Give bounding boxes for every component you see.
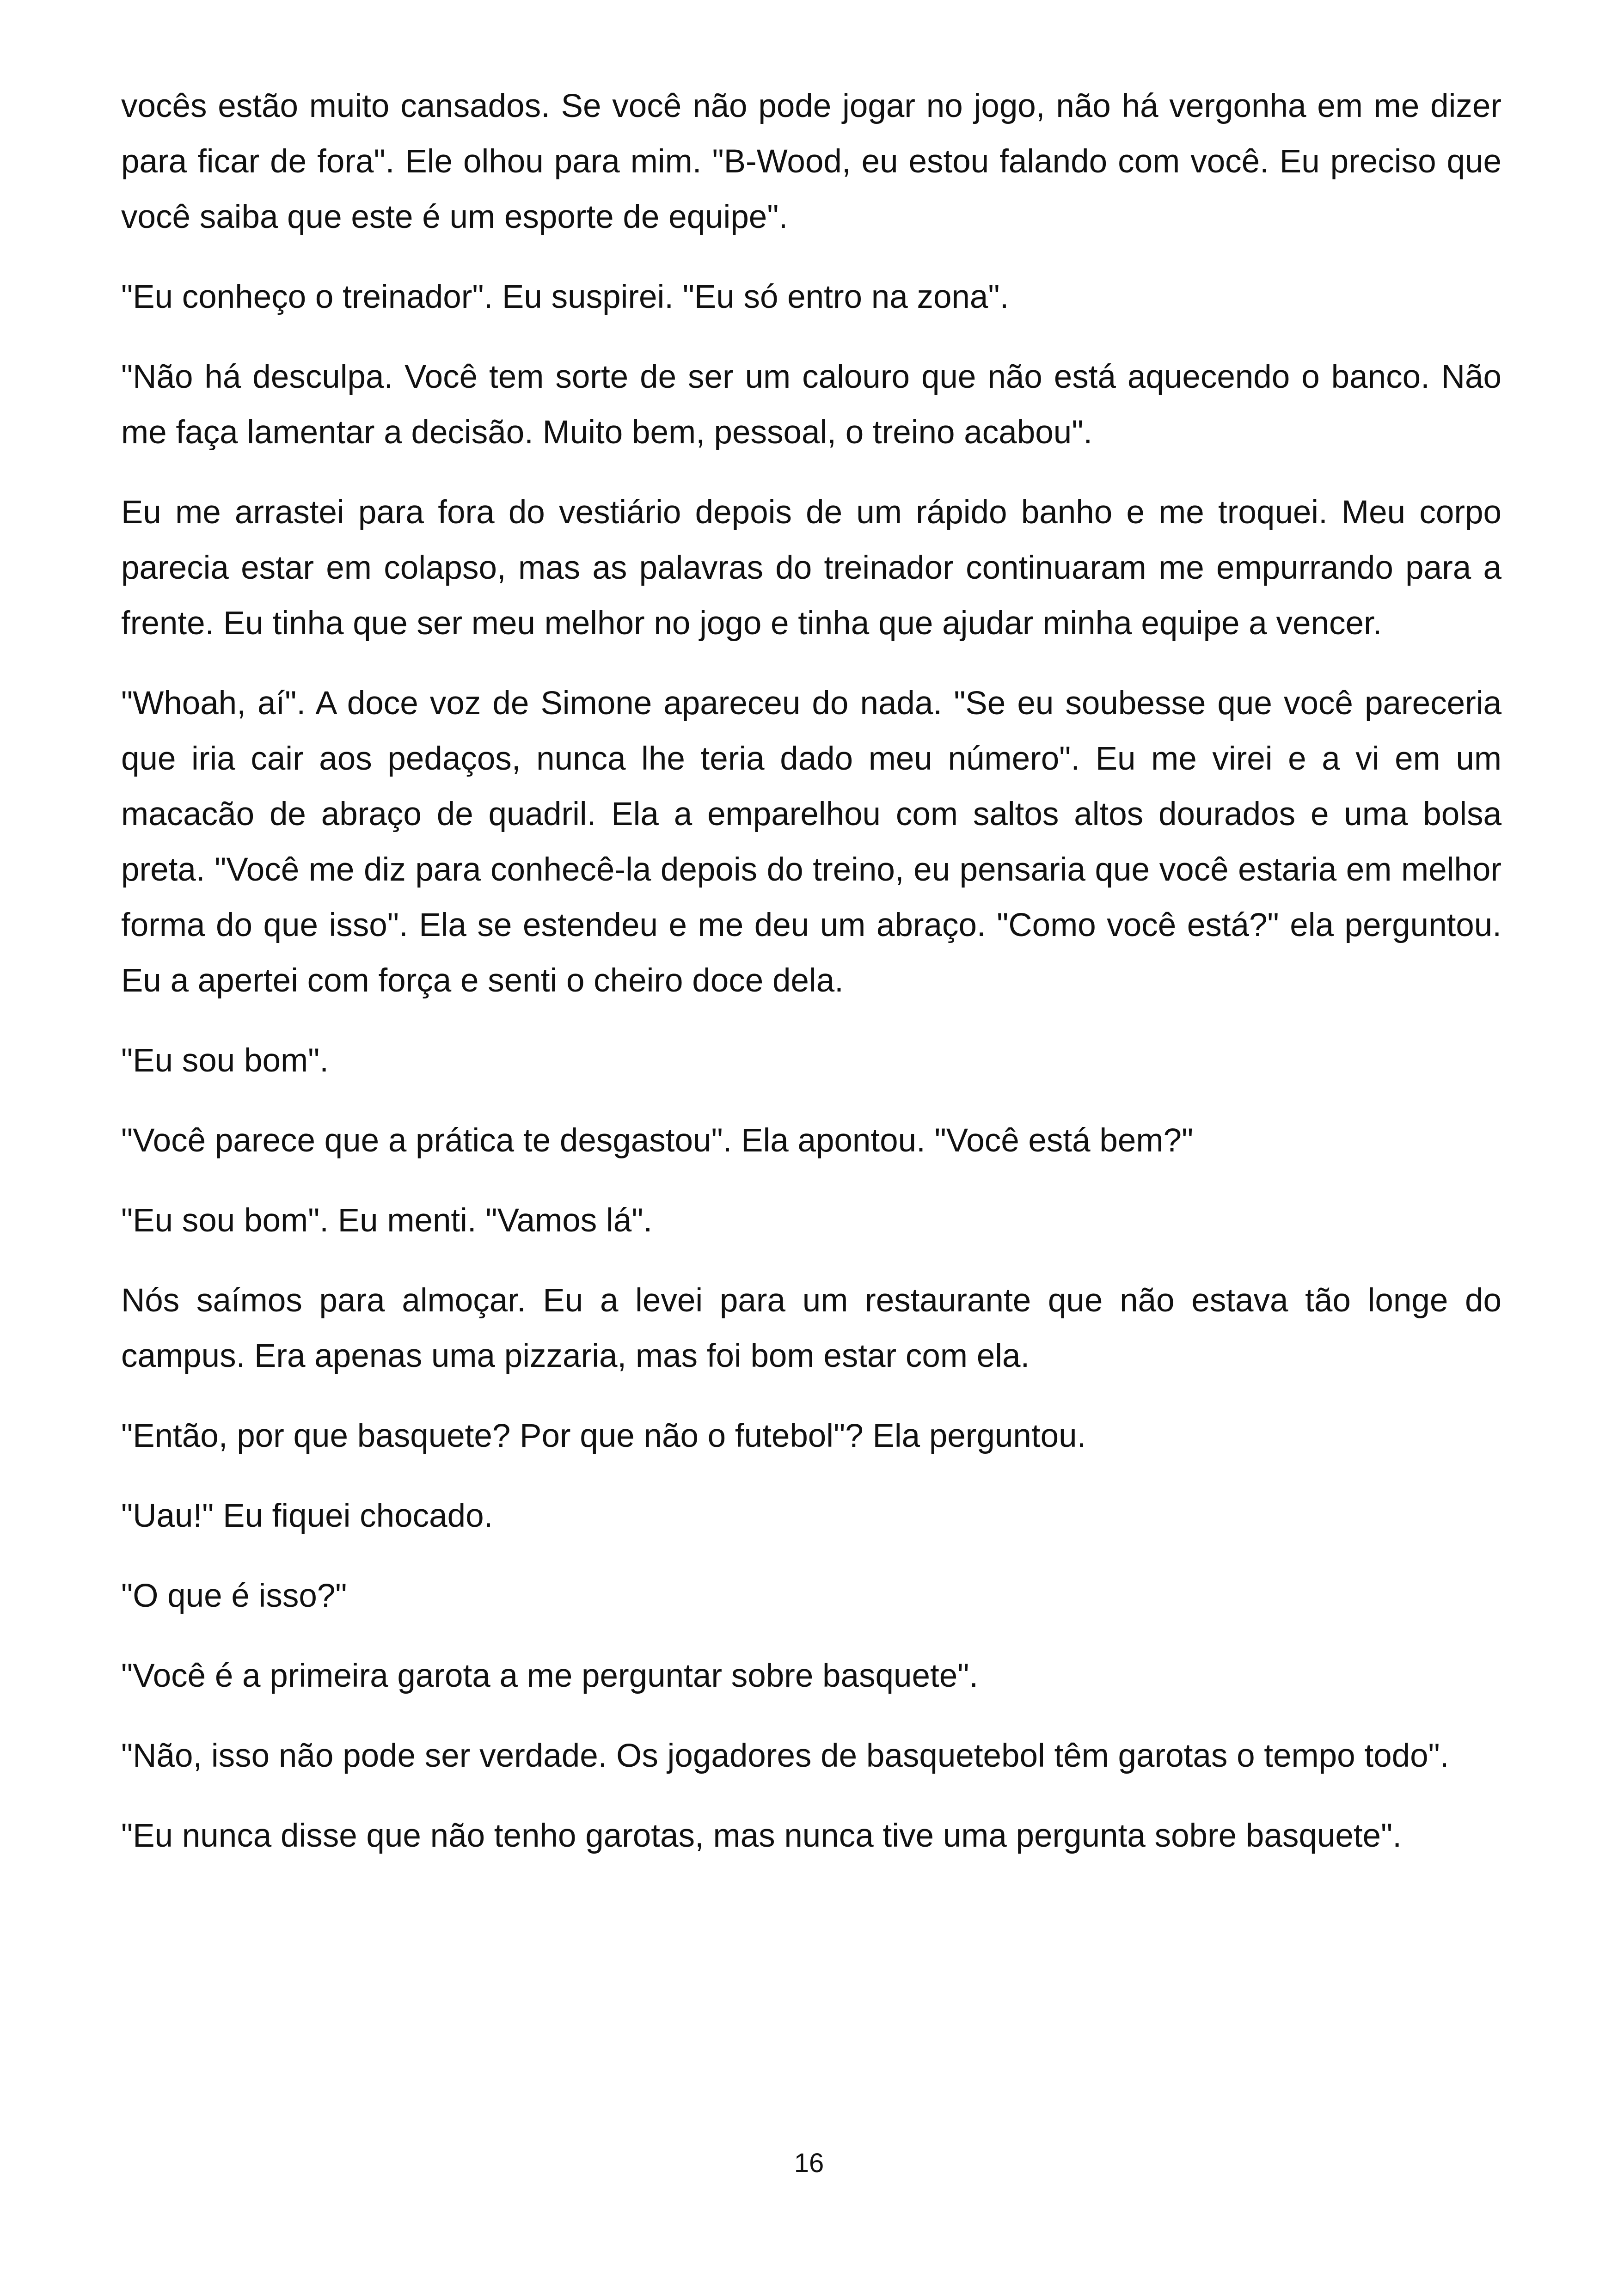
paragraph: "Você é a primeira garota a me perguntar sobre basquete".	[121, 1658, 979, 1694]
paragraph: "O que é isso?"	[121, 1578, 347, 1614]
paragraph: "Eu nunca disse que não tenho garotas, mas nunca tive uma pergunta sobre basquete".	[121, 1818, 1402, 1854]
paragraph: "Eu conheço o treinador". Eu suspirei. "Eu só entro na zona".	[121, 279, 1009, 315]
body-text	[121, 79, 1502, 1888]
paragraph: vocês estão muito cansados. Se você não pode jogar no jogo, não há vergonha em me dizer para ficar de fora". Ele olhou para mim. "B-Wood, eu estou falando com você. Eu preciso que você saiba que este é um esporte de equipe".	[121, 88, 1502, 235]
paragraph: "Whoah, aí". A doce voz de Simone apareceu do nada. "Se eu soubesse que você pareceria que iria cair aos pedaços, nunca lhe teria dado meu número". Eu me virei e a vi em um macacão de abraço de quadril. Ela a emparelhou com saltos altos dourados e uma bolsa preta. "Você me diz para conhecê-la depois do treino, eu pensaria que você estaria em melhor forma do que isso". Ela se estendeu e me deu um abraço. "Como você está?" ela perguntou. Eu a apertei com força e senti o cheiro doce dela.	[121, 685, 1502, 999]
page-number: 16	[794, 2148, 824, 2178]
paragraph: Eu me arrastei para fora do vestiário depois de um rápido banho e me troquei. Meu corpo parecia estar em colapso, mas as palavras do treinador continuaram me empurrando para a frente. Eu tinha que ser meu melhor no jogo e tinha que ajudar minha equipe a vencer.	[121, 494, 1502, 642]
paragraph: "Não há desculpa. Você tem sorte de ser um calouro que não está aquecendo o banco. Não me faça lamentar a decisão. Muito bem, pessoal, o treino acabou".	[121, 359, 1502, 451]
paragraph: "Você parece que a prática te desgastou". Ela apontou. "Você está bem?"	[121, 1122, 1194, 1159]
paragraph: "Eu sou bom".	[121, 1042, 329, 1079]
paragraph: "Então, por que basquete? Por que não o futebol"? Ela perguntou.	[121, 1418, 1086, 1454]
paragraph: "Uau!" Eu fiquei chocado.	[121, 1498, 493, 1534]
paragraph: "Eu sou bom". Eu menti. "Vamos lá".	[121, 1202, 653, 1239]
paragraph: "Não, isso não pode ser verdade. Os jogadores de basquetebol têm garotas o tempo todo".	[121, 1738, 1449, 1774]
paragraph: Nós saímos para almoçar. Eu a levei para um restaurante que não estava tão longe do campus. Era apenas uma pizzaria, mas foi bom estar com ela.	[121, 1282, 1502, 1374]
